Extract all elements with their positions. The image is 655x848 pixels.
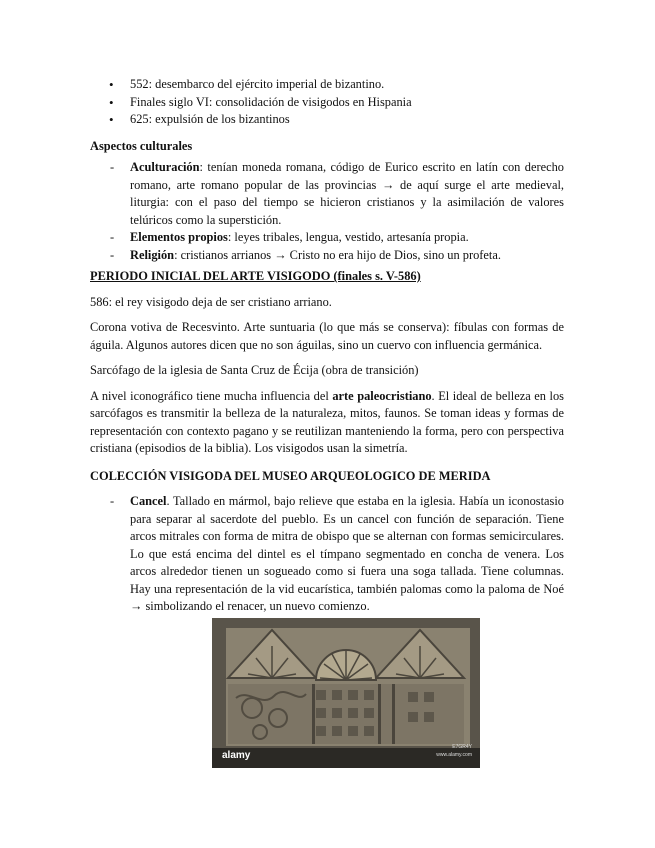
- coleccion-list: [90, 493, 564, 616]
- image-code: E7GR4Y: [452, 743, 472, 750]
- definition: : tenían moneda romana, código de Eurico escrito en latín con derecho romano, arte romano popular de las provincias → de aquí surge el arte medieval, liturgia: con el paso del tiempo se hicieron cristianos y la asimilación de valores telúricos como la superstición.: [130, 160, 564, 227]
- list-item: [90, 247, 564, 265]
- paragraph: Corona votiva de Recesvinto. Arte suntuaria (lo que más se conserva): fíbulas con formas de águila. Algunos autores dicen que no son águilas, sino un cuervo con influencia germánica.: [90, 320, 564, 352]
- paragraph: [90, 388, 564, 458]
- paragraph-text: A nivel iconográfico tiene mucha influencia del: [90, 388, 333, 403]
- definition: : cristianos arrianos → Cristo no era hijo de Dios, sino un profeta.: [174, 247, 501, 262]
- timeline-list: [90, 76, 564, 129]
- section-heading-coleccion: COLECCIÓN VISIGODA DEL MUSEO ARQUEOLOGICO DE MERIDA: [90, 468, 491, 483]
- list-item: [90, 493, 564, 616]
- list-item: • 625: expulsión de los bizantinos: [90, 111, 564, 129]
- carved-relief-image: [212, 618, 480, 768]
- section-heading-aspects: Aspectos culturales: [90, 138, 193, 153]
- page-content: [90, 76, 564, 616]
- list-item: • Finales siglo VI: consolidación de visigodos en Hispania: [90, 94, 564, 112]
- term: Elementos propios: [130, 230, 228, 244]
- watermark-url: www.alamy.com: [436, 751, 472, 758]
- term: Religión: [130, 247, 175, 262]
- definition: : leyes tribales, lengua, vestido, artesanía propia.: [227, 230, 469, 244]
- paragraph: 586: el rey visigodo deja de ser cristiano arriano.: [90, 294, 332, 309]
- paragraph-text: . El ideal de belleza en los sarcófagos es transmitir la belleza de la naturaleza, mitos, faunos. Se toman ideas y formas de representación con contexto pagano y se reutilizan manteniendo la forma, pero con perspectiva cristiana (episodios de la biblia). Los visigodos usan la simetría.: [90, 388, 564, 455]
- paragraph: Sarcófago de la iglesia de Santa Cruz de Écija (obra de transición): [90, 363, 419, 377]
- list-item: [90, 229, 564, 247]
- emphasis: arte paleocristiano: [332, 388, 432, 403]
- term: Cancel: [130, 494, 167, 508]
- list-item: [90, 159, 564, 229]
- watermark-logo: alamy: [222, 749, 251, 761]
- definition: . Tallado en mármol, bajo relieve que estaba en la iglesia. Había un iconostasio para separar al sacerdote del pueblo. Es un cancel con función de separación. Tiene arcos mitrales con forma de mitra de obispo que se alternan con formas semicirculares. Lo que está encima del dintel es el tímpano segmentado en concha de venera. Los arcos alrededor tienen un sogueado como si fuera una soga tallada. Tiene columnas. Hay una representación de la vid eucarística, también palomas como la paloma de Noé → simbolizando el renacer, un nuevo comienzo.: [130, 494, 564, 613]
- aspects-list: [90, 159, 564, 264]
- list-item: • 552: desembarco del ejército imperial de bizantino.: [90, 76, 564, 94]
- term: Aculturación: [130, 160, 200, 174]
- cancel-photo: [212, 618, 480, 768]
- section-heading-periodo: PERIODO INICIAL DEL ARTE VISIGODO (finales s. V-586): [90, 269, 421, 283]
